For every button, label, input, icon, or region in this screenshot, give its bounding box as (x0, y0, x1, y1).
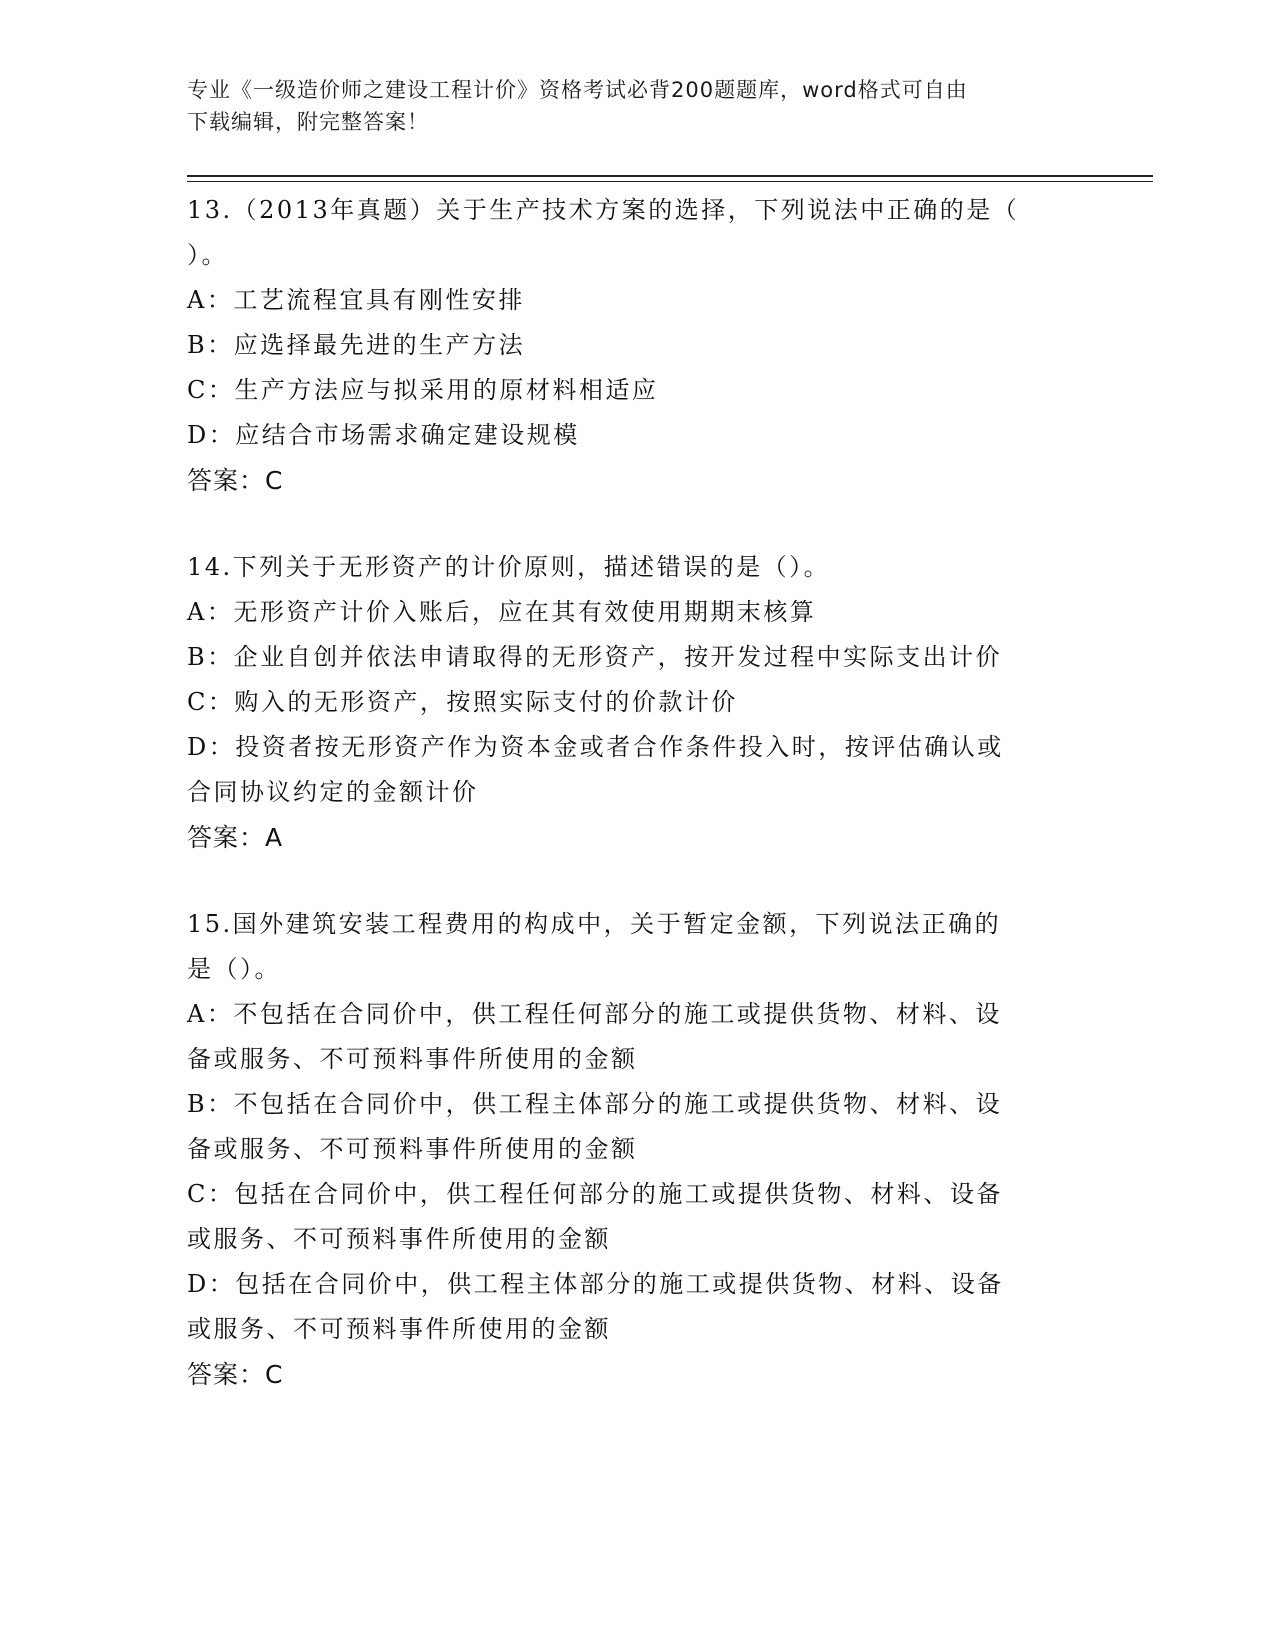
option-b: B：企业自创并依法申请取得的无形资产，按开发过程中实际支出计价 (187, 643, 1003, 671)
question-list (187, 188, 1087, 1439)
option-c-continued: 或服务、不可预料事件所使用的金额 (187, 1225, 611, 1253)
document-header (187, 74, 1067, 138)
question-stem: 13.（2013年真题）关于生产技术方案的选择，下列说法中正确的是（ (187, 196, 1020, 224)
option-a: A：不包括在合同价中，供工程任何部分的施工或提供货物、材料、设 (187, 1000, 1002, 1028)
option-b: B：不包括在合同价中，供工程主体部分的施工或提供货物、材料、设 (187, 1090, 1003, 1118)
option-a: A：工艺流程宜具有刚性安排 (187, 286, 525, 314)
header-line: 专业《一级造价师之建设工程计价》资格考试必背200题题库，word格式可自由 (187, 78, 968, 102)
option-d: D：包括在合同价中，供工程主体部分的施工或提供货物、材料、设备 (187, 1270, 1004, 1298)
option-c: C：生产方法应与拟采用的原材料相适应 (187, 376, 659, 404)
answer-line: 答案：A (187, 823, 284, 852)
header-divider (187, 175, 1153, 177)
header-divider-thin (187, 181, 1153, 182)
question-14 (187, 545, 1087, 860)
option-d-continued: 合同协议约定的金额计价 (187, 778, 479, 806)
question-stem: 15.国外建筑安装工程费用的构成中，关于暂定金额，下列说法正确的 (187, 910, 1002, 938)
option-b-continued: 备或服务、不可预料事件所使用的金额 (187, 1135, 638, 1163)
question-15 (187, 902, 1087, 1397)
option-d-continued: 或服务、不可预料事件所使用的金额 (187, 1315, 611, 1343)
option-c: C：购入的无形资产，按照实际支付的价款计价 (187, 688, 738, 716)
option-a-continued: 备或服务、不可预料事件所使用的金额 (187, 1045, 638, 1073)
option-b: B：应选择最先进的生产方法 (187, 331, 526, 359)
question-13 (187, 188, 1087, 503)
option-d: D：投资者按无形资产作为资本金或者合作条件投入时，按评估确认或 (187, 733, 1004, 761)
question-stem: ）。 (187, 241, 228, 269)
answer-line: 答案：C (187, 1360, 284, 1389)
option-a: A：无形资产计价入账后，应在其有效使用期期末核算 (187, 598, 817, 626)
option-c: C：包括在合同价中，供工程任何部分的施工或提供货物、材料、设备 (187, 1180, 1003, 1208)
question-stem: 是（）。 (187, 955, 281, 983)
answer-line: 答案：C (187, 466, 284, 495)
question-stem: 14.下列关于无形资产的计价原则，描述错误的是（）。 (187, 553, 831, 581)
option-d: D：应结合市场需求确定建设规模 (187, 421, 580, 449)
header-line: 下载编辑，附完整答案！ (187, 110, 429, 134)
